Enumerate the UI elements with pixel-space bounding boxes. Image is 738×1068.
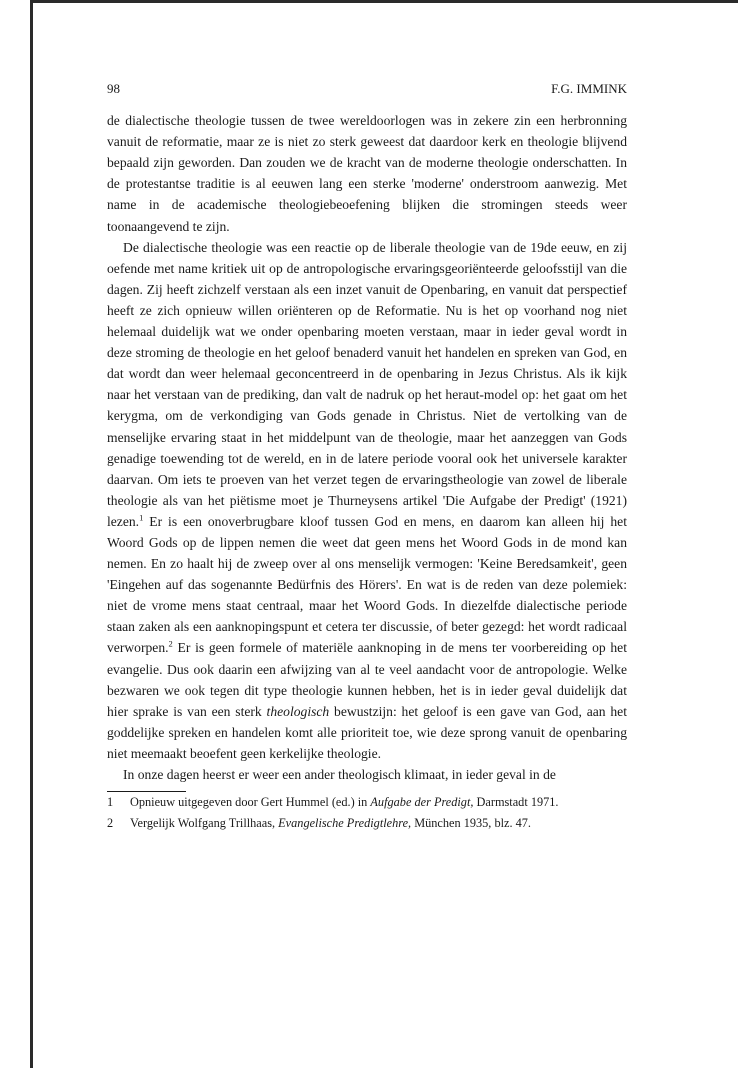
running-header xyxy=(107,78,627,99)
scan-border-left xyxy=(30,0,33,1068)
paragraph-3: In onze dagen heerst er weer een ander theologisch klimaat, in ieder geval in de xyxy=(123,767,556,782)
footnote-text xyxy=(130,816,627,832)
footnote-2-title: Evangelische Predigtlehre, xyxy=(278,815,412,830)
footnote-number: 2 xyxy=(107,815,114,830)
scan-border-top xyxy=(30,0,738,3)
document-page xyxy=(107,78,627,836)
running-title: F.G. IMMINK xyxy=(551,81,627,96)
paragraph-2-part-d: bewustzijn: het geloof is een gave van God, aan het goddelijke spreken en handelen komt alle prioriteit toe, wie deze sprong vanuit de openbaring niet meemaakt beoefent geen kerkelijke theologie. xyxy=(107,703,627,761)
footnotes xyxy=(107,795,627,831)
paragraph-2 xyxy=(107,237,627,764)
footnote-2-text: Vergelijk Wolfgang Trillhaas, xyxy=(130,815,279,830)
footnote-1-title: Aufgabe der Predigt, xyxy=(370,795,474,810)
footnote-1-text: Opnieuw uitgegeven door Gert Hummel (ed.) in xyxy=(130,795,371,810)
footnote-divider xyxy=(107,791,186,792)
paragraph-2-part-c: Er is geen formele of materiële aanknoping in de mens ter voorbereiding op het evangelie. Dus ook daarin een afwijzing van al te veel aandacht voor de antropologie. Welke bezwaren we ook tegen dit type theologie kunnen hebben, het is in ieder geval duidelijk dat hier sprake is van een sterk xyxy=(107,640,627,719)
paragraph-2-part-a: De dialectische theologie was een reactie op de liberale theologie van de 19de eeuw, en zij oefende met name kritiek uit op de antropologische ervaringsgeoriënteerde geloofsstijl van die dagen. Zij heeft zichzelf verstaan als een inzet vanuit de Openbaring, en vanuit dat perspectief heeft ze zich opnieuw willen oriënteren op de Reformatie. Nu is het op voorhand nog niet helemaal duidelijk wat we onder openbaring moeten verstaan, maar in ieder geval wordt in deze stroming de theologie en het geloof benaderd vanuit het handelen en spreken van God, en dat wordt dan weer helemaal geconcentreerd in de openbaring in Jezus Christus. Als ik kijk naar het verstaan van de prediking, dan valt de nadruk op het heraut-model op: het gaat om het kerygma, om de verkondiging van Gods genade in Christus. Niet de vertolking van de menselijke ervaring staat in het middelpunt van de theologie, maar het aanzeggen van Gods genadige toewending tot de wereld, en in de latere periode vooral ook het universele karakter daarvan. Om iets te proeven van het verzet tegen de ervaringstheologie van zowel de liberale theologie als van het piëtisme moet je Thurneysens artikel 'Die Aufgabe der Predigt' (1921) lezen. xyxy=(107,239,627,529)
footnote-2 xyxy=(107,816,627,832)
footnote-ref-2: 2 xyxy=(168,638,173,649)
emphasis-theologisch: theologisch xyxy=(266,703,330,719)
footnote-ref-1: 1 xyxy=(139,512,144,523)
page-number: 98 xyxy=(107,81,120,96)
footnote-text xyxy=(130,795,627,811)
paragraph-1: de dialectische theologie tussen de twee wereldoorlogen was in zekere zin een herbronning vanuit de reformatie, maar ze is niet zo sterk geweest dat daardoor kerk en theologie blijvend bepaald zijn geworden. Dan zouden we de kracht van de moderne theologie onderschatten. In de protestantse traditie is al eeuwen lang een sterke 'moderne' onderstroom aanwezig. Met name in de academische theologiebeoefening blijken die stromingen steeds weer toonaangevend te zijn. xyxy=(107,113,627,234)
footnote-1 xyxy=(107,795,627,811)
footnote-2-tail: München 1935, blz. 47. xyxy=(411,815,532,830)
footnote-1-tail: Darmstadt 1971. xyxy=(473,795,559,810)
paragraph-2-part-b: Er is een onoverbrugbare kloof tussen God en mens, en daarom kan alleen hij het Woord Gods op de lippen nemen die weet dat geen mens het Woord Gods in de mond kan nemen. En zo haalt hij de zweep over al ons menselijk vermogen: 'Keine Beredsamkeit', geen 'Eingehen auf das sogenannte Bedürfnis des Hörers'. En wat is de reden van deze polemiek: niet de vrome mens staat centraal, maar het Woord Gods. In diezelfde dialectische periode staan zaken als een aanknopingspunt et cetera ter discussie, of beter gezegd: het wordt radicaal verworpen. xyxy=(107,513,627,656)
footnote-number: 1 xyxy=(107,795,114,810)
